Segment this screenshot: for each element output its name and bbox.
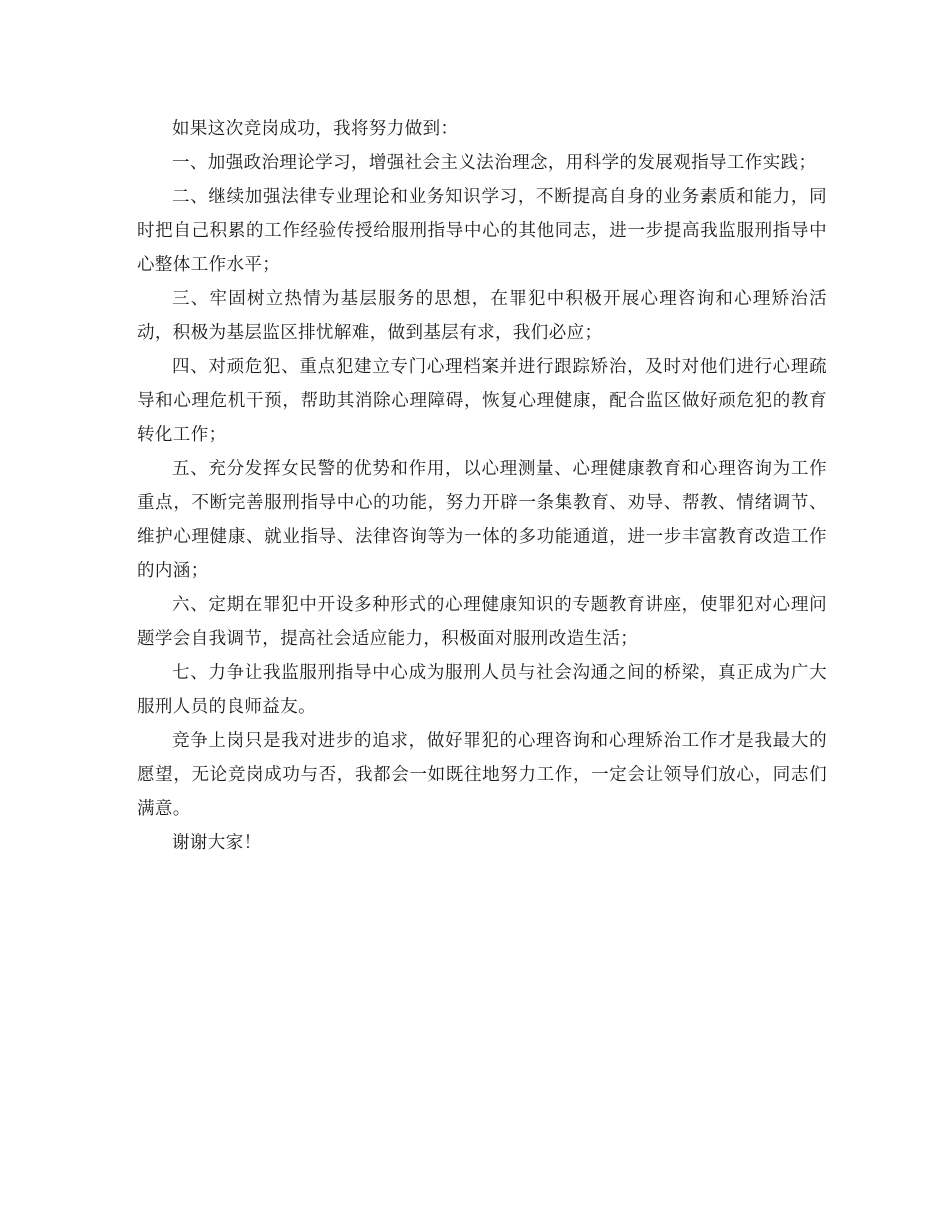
document-body [137,112,827,860]
paragraph-conclusion: 竞争上岗只是我对进步的追求，做好罪犯的心理咨询和心理矫治工作才是我最大的愿望，无论竞岗成功与否，我都会一如既往地努力工作，一定会让领导们放心，同志们满意。 [137,731,827,819]
paragraph-item-6: 六、定期在罪犯中开设多种形式的心理健康知识的专题教育讲座，使罪犯对心理问题学会自我调节，提高社会适应能力，积极面对服刑改造生活； [137,595,827,649]
paragraph-item-1: 一、加强政治理论学习，增强社会主义法治理念，用科学的发展观指导工作实践； [172,153,817,173]
paragraph-item-5: 五、充分发挥女民警的优势和作用，以心理测量、心理健康教育和心理咨询为工作重点，不断完善服刑指导中心的功能，努力开辟一条集教育、劝导、帮教、情绪调节、维护心理健康、就业指导、法律咨询等为一体的多功能通道，进一步丰富教育改造工作的内涵； [137,459,827,581]
paragraph-item-3: 三、牢固树立热情为基层服务的思想，在罪犯中积极开展心理咨询和心理矫治活动，积极为基层监区排忧解难，做到基层有求，我们必应； [137,289,827,343]
paragraph-item-2: 二、继续加强法律专业理论和业务知识学习，不断提高自身的业务素质和能力，同时把自己积累的工作经验传授给服刑指导中心的其他同志，进一步提高我监服刑指导中心整体工作水平； [137,187,827,275]
paragraph-item-7: 七、力争让我监服刑指导中心成为服刑人员与社会沟通之间的桥梁，真正成为广大服刑人员的良师益友。 [137,663,827,717]
paragraph-intro: 如果这次竞岗成功，我将努力做到： [172,119,459,139]
paragraph-item-4: 四、对顽危犯、重点犯建立专门心理档案并进行跟踪矫治，及时对他们进行心理疏导和心理危机干预，帮助其消除心理障碍，恢复心理健康，配合监区做好顽危犯的教育转化工作； [137,357,827,445]
paragraph-thanks: 谢谢大家！ [172,833,262,853]
